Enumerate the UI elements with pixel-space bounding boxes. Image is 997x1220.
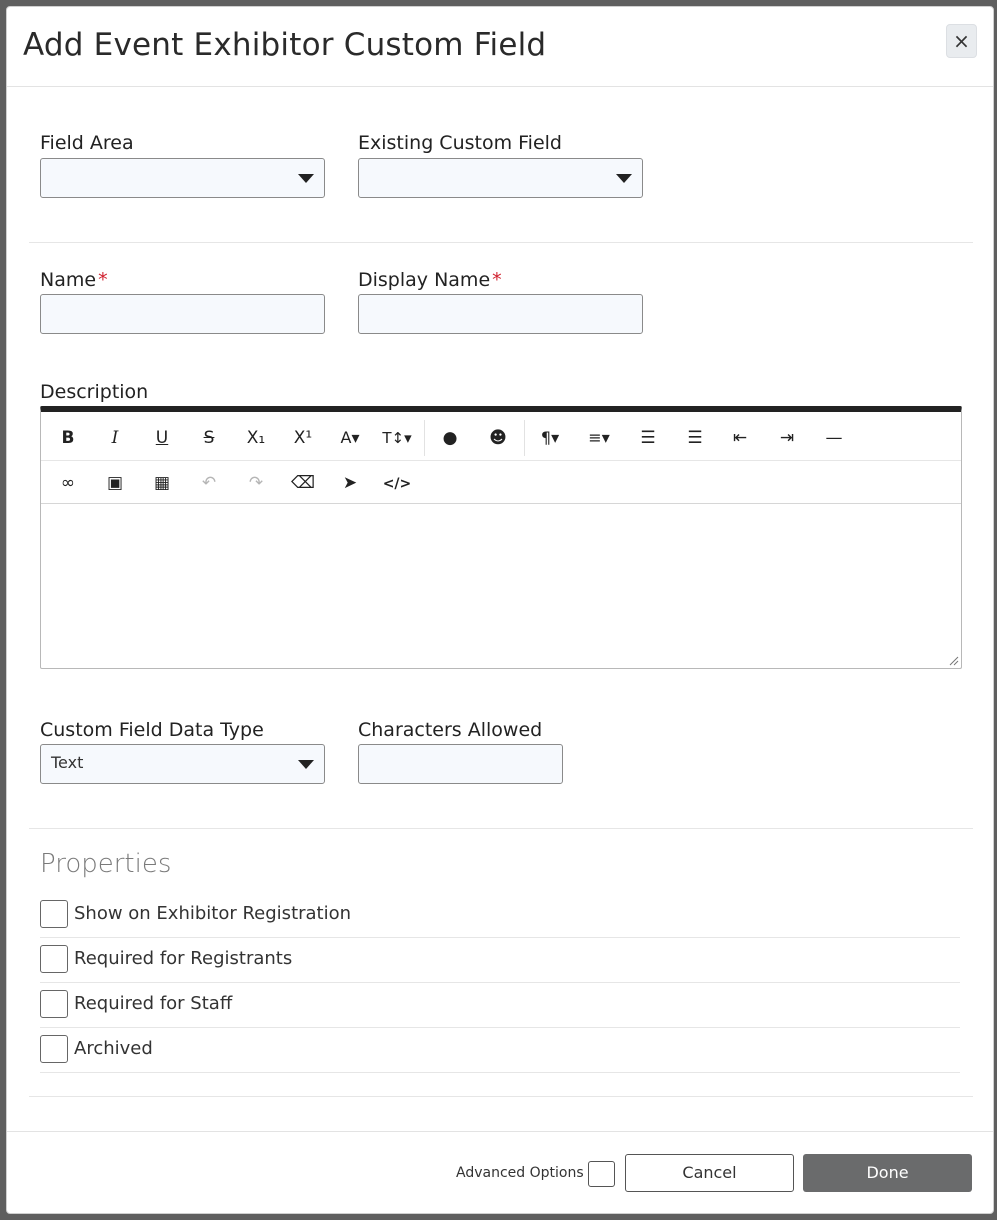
- image-button[interactable]: [98, 467, 132, 499]
- unordered-list-icon: ☰: [687, 428, 703, 448]
- characters-allowed-input[interactable]: [358, 744, 563, 784]
- archived-checkbox[interactable]: [40, 1035, 68, 1063]
- ordered-list-button[interactable]: [631, 422, 665, 454]
- data-type-select[interactable]: [40, 744, 325, 784]
- dialog-footer: [7, 1131, 994, 1214]
- property-label: Required for Staff: [74, 993, 233, 1014]
- characters-allowed-label: Characters Allowed: [358, 719, 543, 741]
- required-for-staff-checkbox[interactable]: [40, 990, 68, 1018]
- field-area-label: Field Area: [40, 132, 134, 154]
- section-divider: [29, 828, 973, 829]
- cancel-button[interactable]: Cancel: [625, 1154, 794, 1192]
- paragraph-icon: ¶▾: [540, 428, 560, 447]
- close-icon: ×: [953, 29, 970, 53]
- font-color-button[interactable]: [333, 422, 367, 454]
- required-marker: *: [98, 269, 108, 291]
- property-row: [40, 1028, 960, 1073]
- italic-button[interactable]: [98, 422, 132, 454]
- emoticon-button[interactable]: [481, 422, 515, 454]
- custom-field-dialog: [6, 6, 994, 1214]
- done-button[interactable]: Done: [803, 1154, 972, 1192]
- property-label: Required for Registrants: [74, 948, 293, 969]
- redo-button: [239, 467, 273, 499]
- name-label-text: Name: [40, 269, 97, 291]
- underline-button[interactable]: [145, 422, 179, 454]
- table-button[interactable]: [145, 467, 179, 499]
- color-fill-button[interactable]: [433, 422, 467, 454]
- emoticon-icon: ☻: [489, 428, 507, 448]
- select-all-button[interactable]: [333, 467, 367, 499]
- unordered-list-button[interactable]: [678, 422, 712, 454]
- description-editor-area[interactable]: [41, 504, 961, 669]
- font-size-icon: T↕▾: [382, 429, 412, 447]
- align-icon: ≡▾: [588, 428, 610, 447]
- strikethrough-icon: S: [203, 428, 215, 448]
- properties-heading: Properties: [40, 849, 172, 879]
- existing-custom-field-select[interactable]: [358, 158, 643, 198]
- description-editor: [40, 406, 962, 669]
- font-color-icon: A▾: [340, 428, 360, 447]
- underline-icon: U: [155, 428, 169, 448]
- dialog-title: Add Event Exhibitor Custom Field: [23, 27, 547, 63]
- indent-icon: ⇥: [779, 428, 795, 448]
- paragraph-button[interactable]: [533, 422, 567, 454]
- data-type-label: Custom Field Data Type: [40, 719, 264, 741]
- align-button[interactable]: [582, 422, 616, 454]
- indent-button[interactable]: [770, 422, 804, 454]
- superscript-icon: X¹: [293, 428, 313, 448]
- undo-button: [192, 467, 226, 499]
- required-marker: *: [492, 269, 502, 291]
- bold-icon: B: [61, 428, 75, 448]
- outdent-icon: ⇤: [732, 428, 748, 448]
- name-label: [40, 269, 108, 291]
- redo-icon: ↷: [248, 473, 264, 493]
- superscript-button[interactable]: [286, 422, 320, 454]
- select-all-icon: ➤: [342, 473, 358, 493]
- link-button[interactable]: [51, 467, 85, 499]
- subscript-icon: X₁: [246, 428, 266, 448]
- chevron-down-icon: [298, 174, 314, 183]
- color-fill-icon: ●: [442, 428, 458, 448]
- editor-toolbar-row-2: [41, 460, 961, 504]
- strikethrough-button[interactable]: [192, 422, 226, 454]
- code-view-icon: </>: [382, 476, 412, 492]
- chevron-down-icon: [616, 174, 632, 183]
- chevron-down-icon: [298, 760, 314, 769]
- undo-icon: ↶: [201, 473, 217, 493]
- existing-custom-field-label: Existing Custom Field: [358, 132, 562, 154]
- display-name-input[interactable]: [358, 294, 643, 334]
- horizontal-rule-icon: —: [825, 428, 843, 448]
- subscript-button[interactable]: [239, 422, 273, 454]
- advanced-options-label: Advanced Options: [456, 1165, 584, 1181]
- dialog-header: [7, 7, 994, 87]
- table-icon: ▦: [153, 473, 171, 493]
- section-divider: [29, 1096, 973, 1097]
- link-icon: ∞: [60, 473, 76, 493]
- property-row: [40, 893, 960, 938]
- bold-button[interactable]: [51, 422, 85, 454]
- required-for-registrants-checkbox[interactable]: [40, 945, 68, 973]
- display-name-label-text: Display Name: [358, 269, 491, 291]
- property-row: [40, 938, 960, 983]
- code-view-button[interactable]: [380, 467, 414, 499]
- property-label: Show on Exhibitor Registration: [74, 903, 352, 924]
- clear-format-button[interactable]: [286, 467, 320, 499]
- field-area-select[interactable]: [40, 158, 325, 198]
- show-on-registration-checkbox[interactable]: [40, 900, 68, 928]
- ordered-list-icon: ☰: [640, 428, 656, 448]
- outdent-button[interactable]: [723, 422, 757, 454]
- italic-icon: I: [111, 428, 119, 448]
- property-row: [40, 983, 960, 1028]
- font-size-button[interactable]: [380, 422, 414, 454]
- section-divider: [29, 242, 973, 243]
- horizontal-rule-button[interactable]: [817, 422, 851, 454]
- toolbar-separator: [424, 420, 425, 456]
- name-input[interactable]: [40, 294, 325, 334]
- toolbar-separator: [524, 420, 525, 456]
- clear-format-icon: ⌫: [290, 473, 316, 493]
- advanced-options-checkbox[interactable]: [588, 1161, 615, 1187]
- display-name-label: [358, 269, 502, 291]
- image-icon: ▣: [106, 473, 124, 493]
- data-type-value: Text: [51, 753, 84, 772]
- description-label: Description: [40, 381, 149, 403]
- property-label: Archived: [74, 1038, 153, 1059]
- resize-handle-icon[interactable]: [949, 656, 959, 666]
- editor-toolbar-row-1: [41, 416, 961, 460]
- close-button[interactable]: [946, 24, 977, 58]
